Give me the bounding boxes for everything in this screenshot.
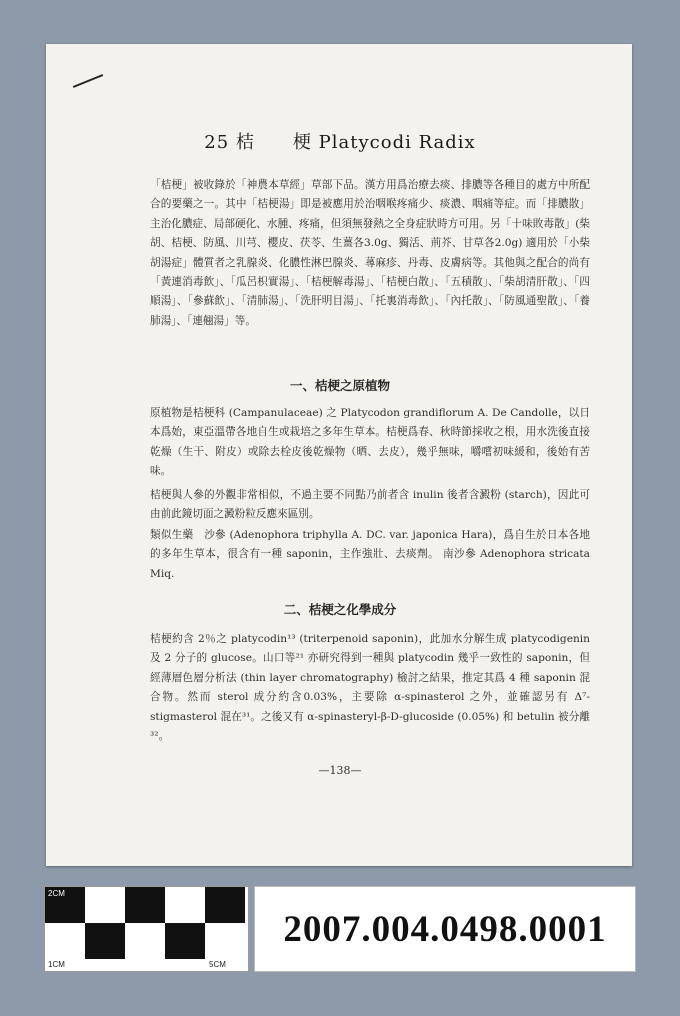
scale-square [45,923,85,959]
scale-square [125,887,165,923]
page-number: —138— [318,764,362,777]
scale-square [165,923,205,959]
section-heading-2: 二、桔梗之化學成分 [283,602,397,617]
scale-label-left: 1CM [48,960,65,969]
intro-paragraph: 「桔梗」被收錄於「神農本草經」草部下品。漢方用爲治療去痰、排膿等各種目的處方中所配合的要藥之一。其中「桔梗湯」即是被應用於治咽喉疼痛少、痰濃、咽痛等症。而「排膿散」主治化膿症、局部硬化、水腫、疼痛，但須無發熱之全身症狀時方可用。另「十味敗毒散」(柴胡、桔梗、防風、川芎、櫻皮、茯苓、生薑各3.0g、獨活、荊芥、甘草各2.0g) 適用於「小柴胡湯症」體質者之乳腺炎、化膿性淋巴腺炎、蕁麻疹、丹毒、皮膚病等。其他與之配合的尚有「黃連消毒飲」、「瓜呂枳實湯」、「桔梗解毒湯」、「桔梗白散」、「五積散」、「柴胡清肝散」、「四順湯」、「參蘇飲」、「清肺湯」、「洗肝明目湯」、「托裏消毒飲」、「內托散」、「防風通聖散」、「養肺湯」、「連翹湯」等。 [150,179,590,327]
catalog-number-label: 2007.004.0498.0001 [254,886,636,972]
scale-label-top: 2CM [48,889,65,898]
section2-paragraph-1: 桔梗約含 2％之 platycodin¹³ (triterpenoid saponin)，此加水分解生成 platycodigenin 及 2 分子的 glucose。山口等²¹ 亦研究得到一種與 platycodin 幾乎一致性的 saponin，但經薄層色層分析法 (thin layer chromatography) 檢討之結果，推定其爲 4 種 saponin 混合物。然而 sterol 成分約含0.03%，主要除 α-spinasterol 之外，並確認另有 Δ⁷-stigmasterol 混在³¹。之後又有 α-spinasteryl-β-D-glucoside (0.05%) 和 betulin 被分離³²。 [150,633,590,743]
page-title: 25 桔 梗 Platycodi Radix [204,132,476,153]
scale-square [85,923,125,959]
scale-square [205,923,245,959]
scale-square [125,923,165,959]
section-heading-1: 一、桔梗之原植物 [289,378,390,393]
color-scale-bar [44,886,249,972]
scale-square [85,887,125,923]
section1-paragraph-2: 桔梗與人參的外觀非常相似，不過主要不同點乃前者含 inulin 後者含澱粉 (starch)，因此可由前此鏡切面之澱粉粒反應來區別。 [150,489,590,521]
section1-paragraph-1: 原植物是桔梗科 (Campanulaceae) 之 Platycodon grandiflorum A. De Candolle，以日本爲始，東亞溫帶各地自生或栽培之多年生草本。桔梗爲春、秋時節採收之根，用水洗後直接乾燥（生干、附皮）或除去栓皮後乾燥物（晒、去皮），幾乎無味，嚼嚐初味緩和，後始有苦味。 [150,407,590,478]
scale-square [205,887,245,923]
section1-paragraph-3: 類似生藥 沙參 (Adenophora triphylla A. DC. var. japonica Hara)，爲自生於日本各地的多年生草本，很含有一種 saponin，主作強壯、去痰劑。 南沙參 Adenophora stricata Miq. [150,529,590,580]
scale-label-right: 5CM [209,960,226,969]
scale-square [165,887,205,923]
